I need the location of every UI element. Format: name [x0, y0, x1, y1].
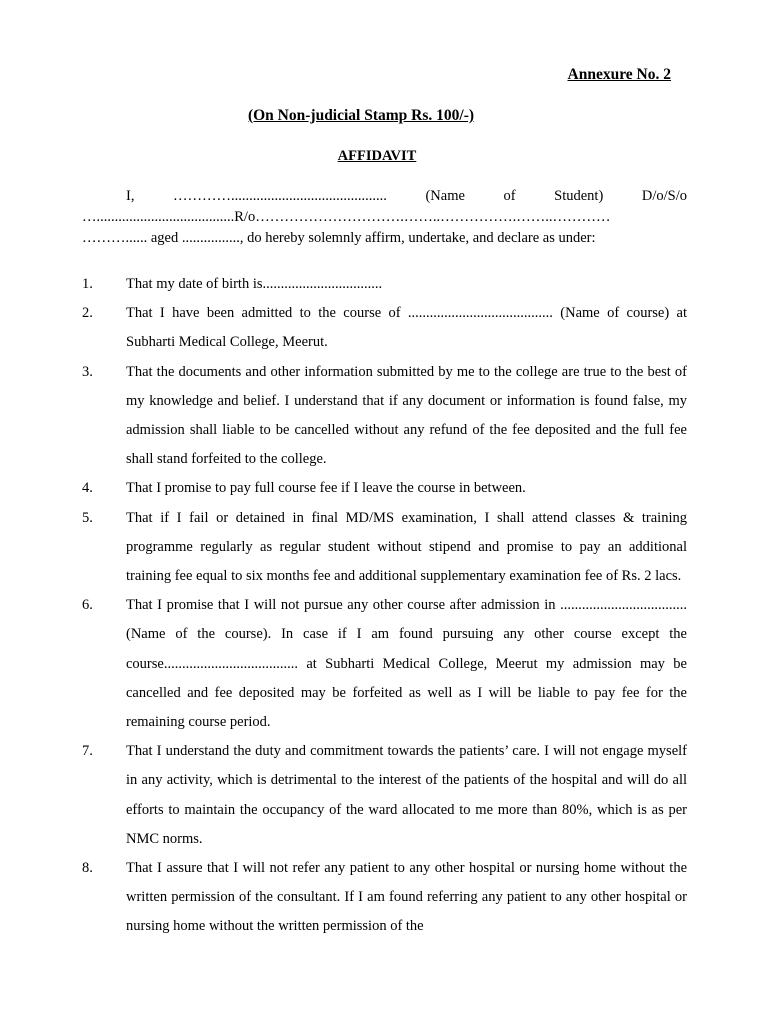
clause-text: That I have been admitted to the course of ........................................ (Name of course) at Subharti Medical College, Meerut. — [126, 305, 687, 351]
stamp-note: (On Non-judicial Stamp Rs. 100/-) — [247, 107, 475, 124]
clause-number: 4. — [82, 480, 93, 497]
clause-text: That I promise to pay full course fee if I leave the course in between. — [126, 480, 526, 497]
clause-7 — [82, 737, 687, 854]
annexure-label: Annexure No. 2 — [567, 66, 671, 83]
clause-list — [82, 270, 687, 942]
clause-6 — [82, 591, 687, 737]
clause-number: 6. — [82, 597, 93, 614]
document-title: AFFIDAVIT — [337, 148, 417, 164]
intro-line-3: ………...... aged ................, do hereby solemnly affirm, undertake, and declare as under: — [82, 230, 596, 246]
clause-4 — [82, 474, 687, 503]
clause-1 — [82, 270, 687, 299]
clause-text: That I promise that I will not pursue any other course after admission in ................................... (Name of the course). In case if I am found pursuing any other course except the course..................................... at Subharti Medical College, Meerut my admission may be cancelled and fee deposited may be forfeited as well as I will be liable to pay fee for the remaining course period. — [126, 597, 687, 731]
clause-5 — [82, 504, 687, 592]
clause-number: 7. — [82, 743, 93, 760]
clause-number: 2. — [82, 305, 93, 322]
intro-paragraph — [82, 186, 687, 249]
clause-text: That I understand the duty and commitment towards the patients’ care. I will not engage myself in any activity, which is detrimental to the interest of the patients of the hospital and will do all efforts to maintain the occupancy of the ward allocated to me more than 80%, which is as per NMC norms. — [126, 743, 687, 847]
clause-2 — [82, 299, 687, 357]
intro-line-2: …......................................R/o………………………….……..…………….……..………… — [82, 209, 611, 225]
clause-number: 1. — [82, 276, 93, 292]
clause-number: 3. — [82, 363, 93, 380]
clause-number: 5. — [82, 509, 93, 526]
intro-line-1: I, …………........................................... (Name of Student) D/o/S/o — [126, 188, 687, 204]
clause-3 — [82, 358, 687, 475]
clause-number: 8. — [82, 860, 93, 877]
clause-text: That I assure that I will not refer any patient to any other hospital or nursing home without the written permission of the consultant. If I am found referring any patient to any other hospital or nursing home without the written permission of the — [126, 860, 687, 935]
clause-text: That the documents and other information submitted by me to the college are true to the best of my knowledge and belief. I understand that if any document or information is found false, my admission shall liable to be cancelled without any refund of the fee deposited and the full fee shall stand forfeited to the college. — [126, 363, 687, 468]
clause-8 — [82, 854, 687, 942]
clause-text: That my date of birth is................................. — [126, 276, 383, 292]
clause-text: That if I fail or detained in final MD/MS examination, I shall attend classes & training programme regularly as regular student without stipend and promise to pay an additional training fee equal to six months fee and additional supplementary examination fee of Rs. 2 lacs. — [126, 509, 687, 585]
